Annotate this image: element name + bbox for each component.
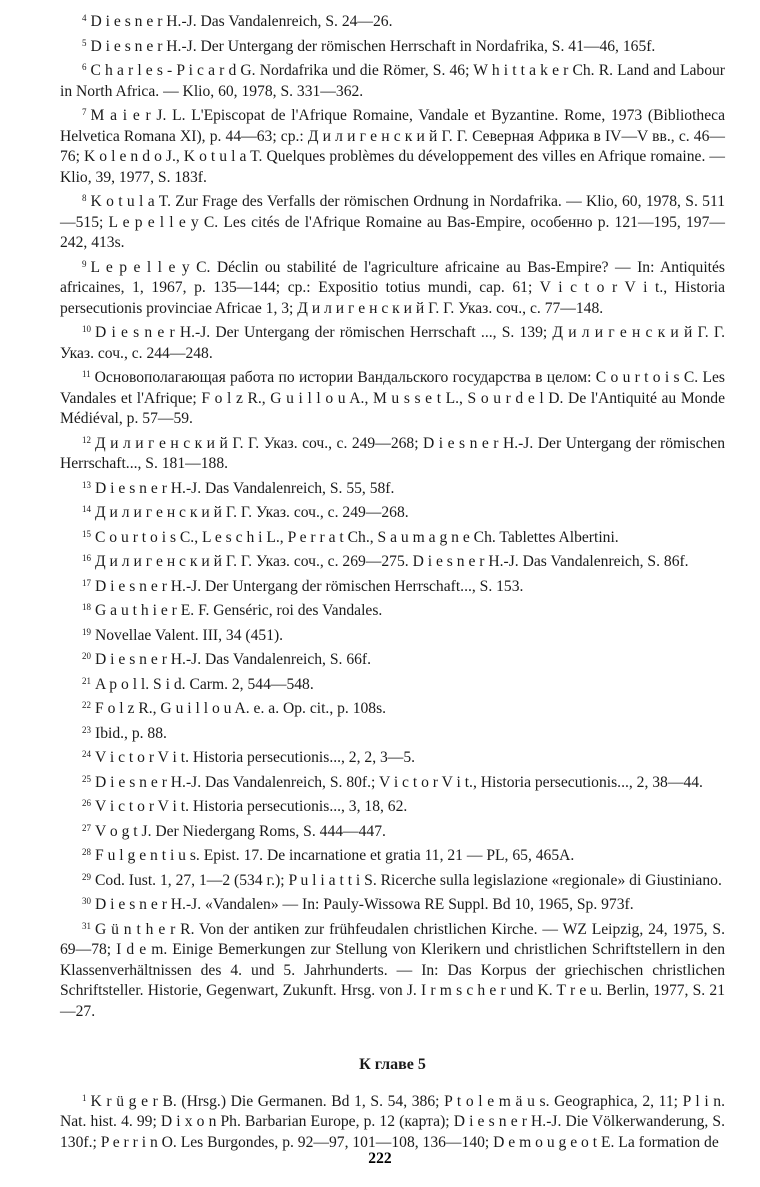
- footnote-text: G ü n t h e r R. Von der antiken zur frühfeudalen christlichen Kirche. — WZ Leipzig, 24, 1975, S. 69—78; I d e m. Einige Bemerkungen zur Stellung von Klerikern und christlichen Schriftstellern in den Klassenverhältnissen des 4. und 5. Jahrhunderts. — In: Das Korpus der griechischen christlichen Schriftsteller. Historie, Gegenwart, Zukunft. Hrsg. von J. I r m s c h e r und K. T r e u. Berlin, 1977, S. 21—27.: [60, 920, 725, 1020]
- footnote: [60, 499, 725, 524]
- footnote: [60, 254, 725, 320]
- footnote-text: C o u r t o i s C., L e s c h i L., P e r r a t Ch., S a u m a g n e Ch. Tablettes Albertini.: [95, 528, 619, 546]
- footnote: [60, 622, 725, 647]
- footnote: [60, 102, 725, 188]
- footnote: [60, 744, 725, 769]
- footnote-text: Основополагающая работа по истории Вандальского государства в целом: C o u r t o i s C. Les Vandales et l'Afrique; F o l z R., G u i l l o u A., M u s s e t L., S o u r d e l D. De l'Antiquité au Monde Médiéval, p. 57—59.: [60, 369, 725, 427]
- footnote: [60, 842, 725, 867]
- footnote: [60, 57, 725, 102]
- footnote-number: 6: [82, 62, 87, 72]
- footnote-text: A p o l l. S i d. Carm. 2, 544—548.: [95, 675, 314, 693]
- footnote-number: 26: [82, 798, 91, 808]
- footnote-text: D i e s n e r H.-J. Der Untergang der römischen Herrschaft..., S. 153.: [95, 577, 524, 595]
- footnote-number: 20: [82, 651, 91, 661]
- chapter-5-heading: К главе 5: [359, 1056, 426, 1073]
- footnote-text: D i e s n e r H.-J. Das Vandalenreich, S. 24—26.: [90, 13, 393, 30]
- footnote: [60, 430, 725, 475]
- footnote-text: D i e s n e r H.-J. Der Untergang der römischen Herrschaft ..., S. 139; Д и л и г е н с к и й Г. Г. Указ. соч., с. 244—248.: [60, 324, 725, 362]
- footnote-number: 22: [82, 700, 91, 710]
- footnote-number: 31: [82, 920, 91, 931]
- footnote-number: 12: [82, 434, 91, 445]
- footnote-number: 11: [82, 369, 91, 379]
- footnote-number: 13: [82, 479, 91, 490]
- footnote-text: Novellae Valent. III, 34 (451).: [95, 626, 284, 644]
- footnote: [60, 475, 725, 500]
- footnote: [60, 573, 725, 598]
- footnote-text: V o g t J. Der Niedergang Roms, S. 444—447.: [95, 822, 386, 840]
- footnote-text: D i e s n e r H.-J. «Vandalen» — In: Pauly-Wissowa RE Suppl. Bd 10, 1965, Sp. 973f.: [95, 896, 634, 913]
- footnote-number: 5: [82, 37, 87, 48]
- footnote: [60, 364, 725, 430]
- footnote-text: D i e s n e r H.-J. Der Untergang der römischen Herrschaft in Nordafrika, S. 41—46, 165f.: [90, 37, 656, 55]
- footnote: [60, 524, 725, 549]
- footnote-number: 30: [82, 896, 91, 906]
- footnote-text: K o t u l a T. Zur Frage des Verfalls der römischen Ordnung in Nordafrika. — Klio, 60, 1978, S. 511—515; L e p e l l e y C. Les cités de l'Afrique Romaine au Bas-Empire, особенно p. 121—195, 197—242, 413s.: [60, 193, 725, 251]
- footnote-number: 29: [82, 871, 91, 882]
- footnote: [60, 891, 725, 916]
- chapter-4-notes: [60, 8, 725, 1022]
- footnote-number: 9: [82, 258, 87, 269]
- footnote-text: D i e s n e r H.-J. Das Vandalenreich, S. 55, 58f.: [95, 479, 395, 497]
- footnote: [60, 319, 725, 364]
- footnote: [60, 769, 725, 794]
- footnote-number: 23: [82, 724, 91, 735]
- footnote-text: Д и л и г е н с к и й Г. Г. Указ. соч., с. 249—268; D i e s n e r H.-J. Der Untergang der römischen Herrschaft..., S. 181—188.: [60, 434, 725, 472]
- footnote-number: 1: [82, 1092, 87, 1103]
- footnote: [60, 1088, 725, 1154]
- footnote-text: V i c t o r V i t. Historia persecutionis..., 3, 18, 62.: [95, 798, 408, 815]
- footnote-text: C h a r l e s - P i c a r d G. Nordafrika und die Römer, S. 46; W h i t t a k e r Ch. R. Land and Labour in North Africa. — Klio, 60, 1978, S. 331—362.: [60, 62, 725, 100]
- footnote-number: 19: [82, 626, 91, 637]
- footnote-text: Ibid., p. 88.: [95, 724, 167, 742]
- footnote: [60, 548, 725, 573]
- footnote-text: D i e s n e r H.-J. Das Vandalenreich, S. 80f.; V i c t o r V i t., Historia persecutionis..., 2, 38—44.: [95, 773, 703, 791]
- footnote: [60, 33, 725, 58]
- footnote: [60, 695, 725, 720]
- footnote-text: Д и л и г е н с к и й Г. Г. Указ. соч., с. 249—268.: [95, 504, 409, 521]
- footnote-number: 15: [82, 528, 91, 539]
- page-number: 222: [368, 1150, 392, 1167]
- footnote-number: 10: [82, 324, 91, 334]
- footnote-number: 24: [82, 749, 91, 759]
- footnote-text: M a i e r J. L. L'Episcopat de l'Afrique Romaine, Vandale et Byzantine. Rome, 1973 (Bibliotheca Helvetica Romana XI), p. 44—63; ср.: Д и л и г е н с к и й Г. Г. Северная Африка в IV—V вв., с. 46—76; K o l e n d o J., K o t u l a T. Quelques problèmes du développement des villes en Afrique romaine. — Klio, 39, 1977, S. 183f.: [60, 107, 725, 186]
- footnote: [60, 597, 725, 622]
- footnote-text: Cod. Iust. 1, 27, 1—2 (534 г.); P u l i a t t i S. Ricerche sulla legislazione «regionale» di Giustiniano.: [95, 871, 722, 889]
- footnote: [60, 671, 725, 696]
- footnote-text: F o l z R., G u i l l o u A. e. a. Op. cit., p. 108s.: [95, 700, 387, 717]
- footnote-number: 14: [82, 504, 91, 514]
- footnote-number: 16: [82, 553, 91, 563]
- footnote-number: 28: [82, 847, 91, 857]
- footnote: [60, 867, 725, 892]
- footnote-number: 8: [82, 193, 87, 203]
- footnote-number: 27: [82, 822, 91, 833]
- footnote-text: L e p e l l e y C. Déclin ou stabilité de l'agriculture africaine au Bas-Empire? — In: Antiquités africaines, 1, 1967, p. 135—144; ср.: Expositio totius mundi, cap. 61; V i c t o r V i t., Historia persecutionis provinciae Africae 1, 3; Д и л и г е н с к и й Г. Г. Указ. соч., с. 77—148.: [60, 258, 725, 317]
- footnote-number: 4: [82, 13, 87, 23]
- footnote-text: G a u t h i e r E. F. Genséric, roi des Vandales.: [95, 602, 383, 619]
- footnote-number: 17: [82, 577, 91, 588]
- footnote-text: Д и л и г е н с к и й Г. Г. Указ. соч., с. 269—275. D i e s n e r H.-J. Das Vandalenreich, S. 86f.: [95, 553, 689, 570]
- footnote: [60, 8, 725, 33]
- footnote-number: 18: [82, 602, 91, 612]
- footnote: [60, 916, 725, 1023]
- footnote-text: D i e s n e r H.-J. Das Vandalenreich, S. 66f.: [95, 651, 372, 668]
- footnote-number: 7: [82, 107, 87, 117]
- footnote: [60, 188, 725, 254]
- footnote: [60, 646, 725, 671]
- footnote: [60, 720, 725, 745]
- footnote-text: V i c t o r V i t. Historia persecutionis..., 2, 2, 3—5.: [95, 749, 416, 766]
- footnote-text: K r ü g e r B. (Hrsg.) Die Germanen. Bd 1, S. 54, 386; P t o l e m ä u s. Geographica, 2, 11; P l i n. Nat. hist. 4. 99; D i x o n Ph. Barbarian Europe, p. 12 (карта); D i e s n e r H.-J. Die Völkerwanderung, S. 130f.; P e r r i n O. Les Burgondes, p. 92—97, 101—108, 136—140; D e m o u g e o t E. La formation de: [60, 1092, 725, 1151]
- footnotes-page: [60, 8, 725, 1153]
- chapter-5-notes: [60, 1088, 725, 1154]
- footnote-text: F u l g e n t i u s. Epist. 17. De incarnatione et gratia 11, 21 — PL, 65, 465A.: [95, 847, 575, 864]
- footnote-number: 21: [82, 675, 91, 686]
- footnote: [60, 818, 725, 843]
- footnote: [60, 793, 725, 818]
- footnote-number: 25: [82, 773, 91, 784]
